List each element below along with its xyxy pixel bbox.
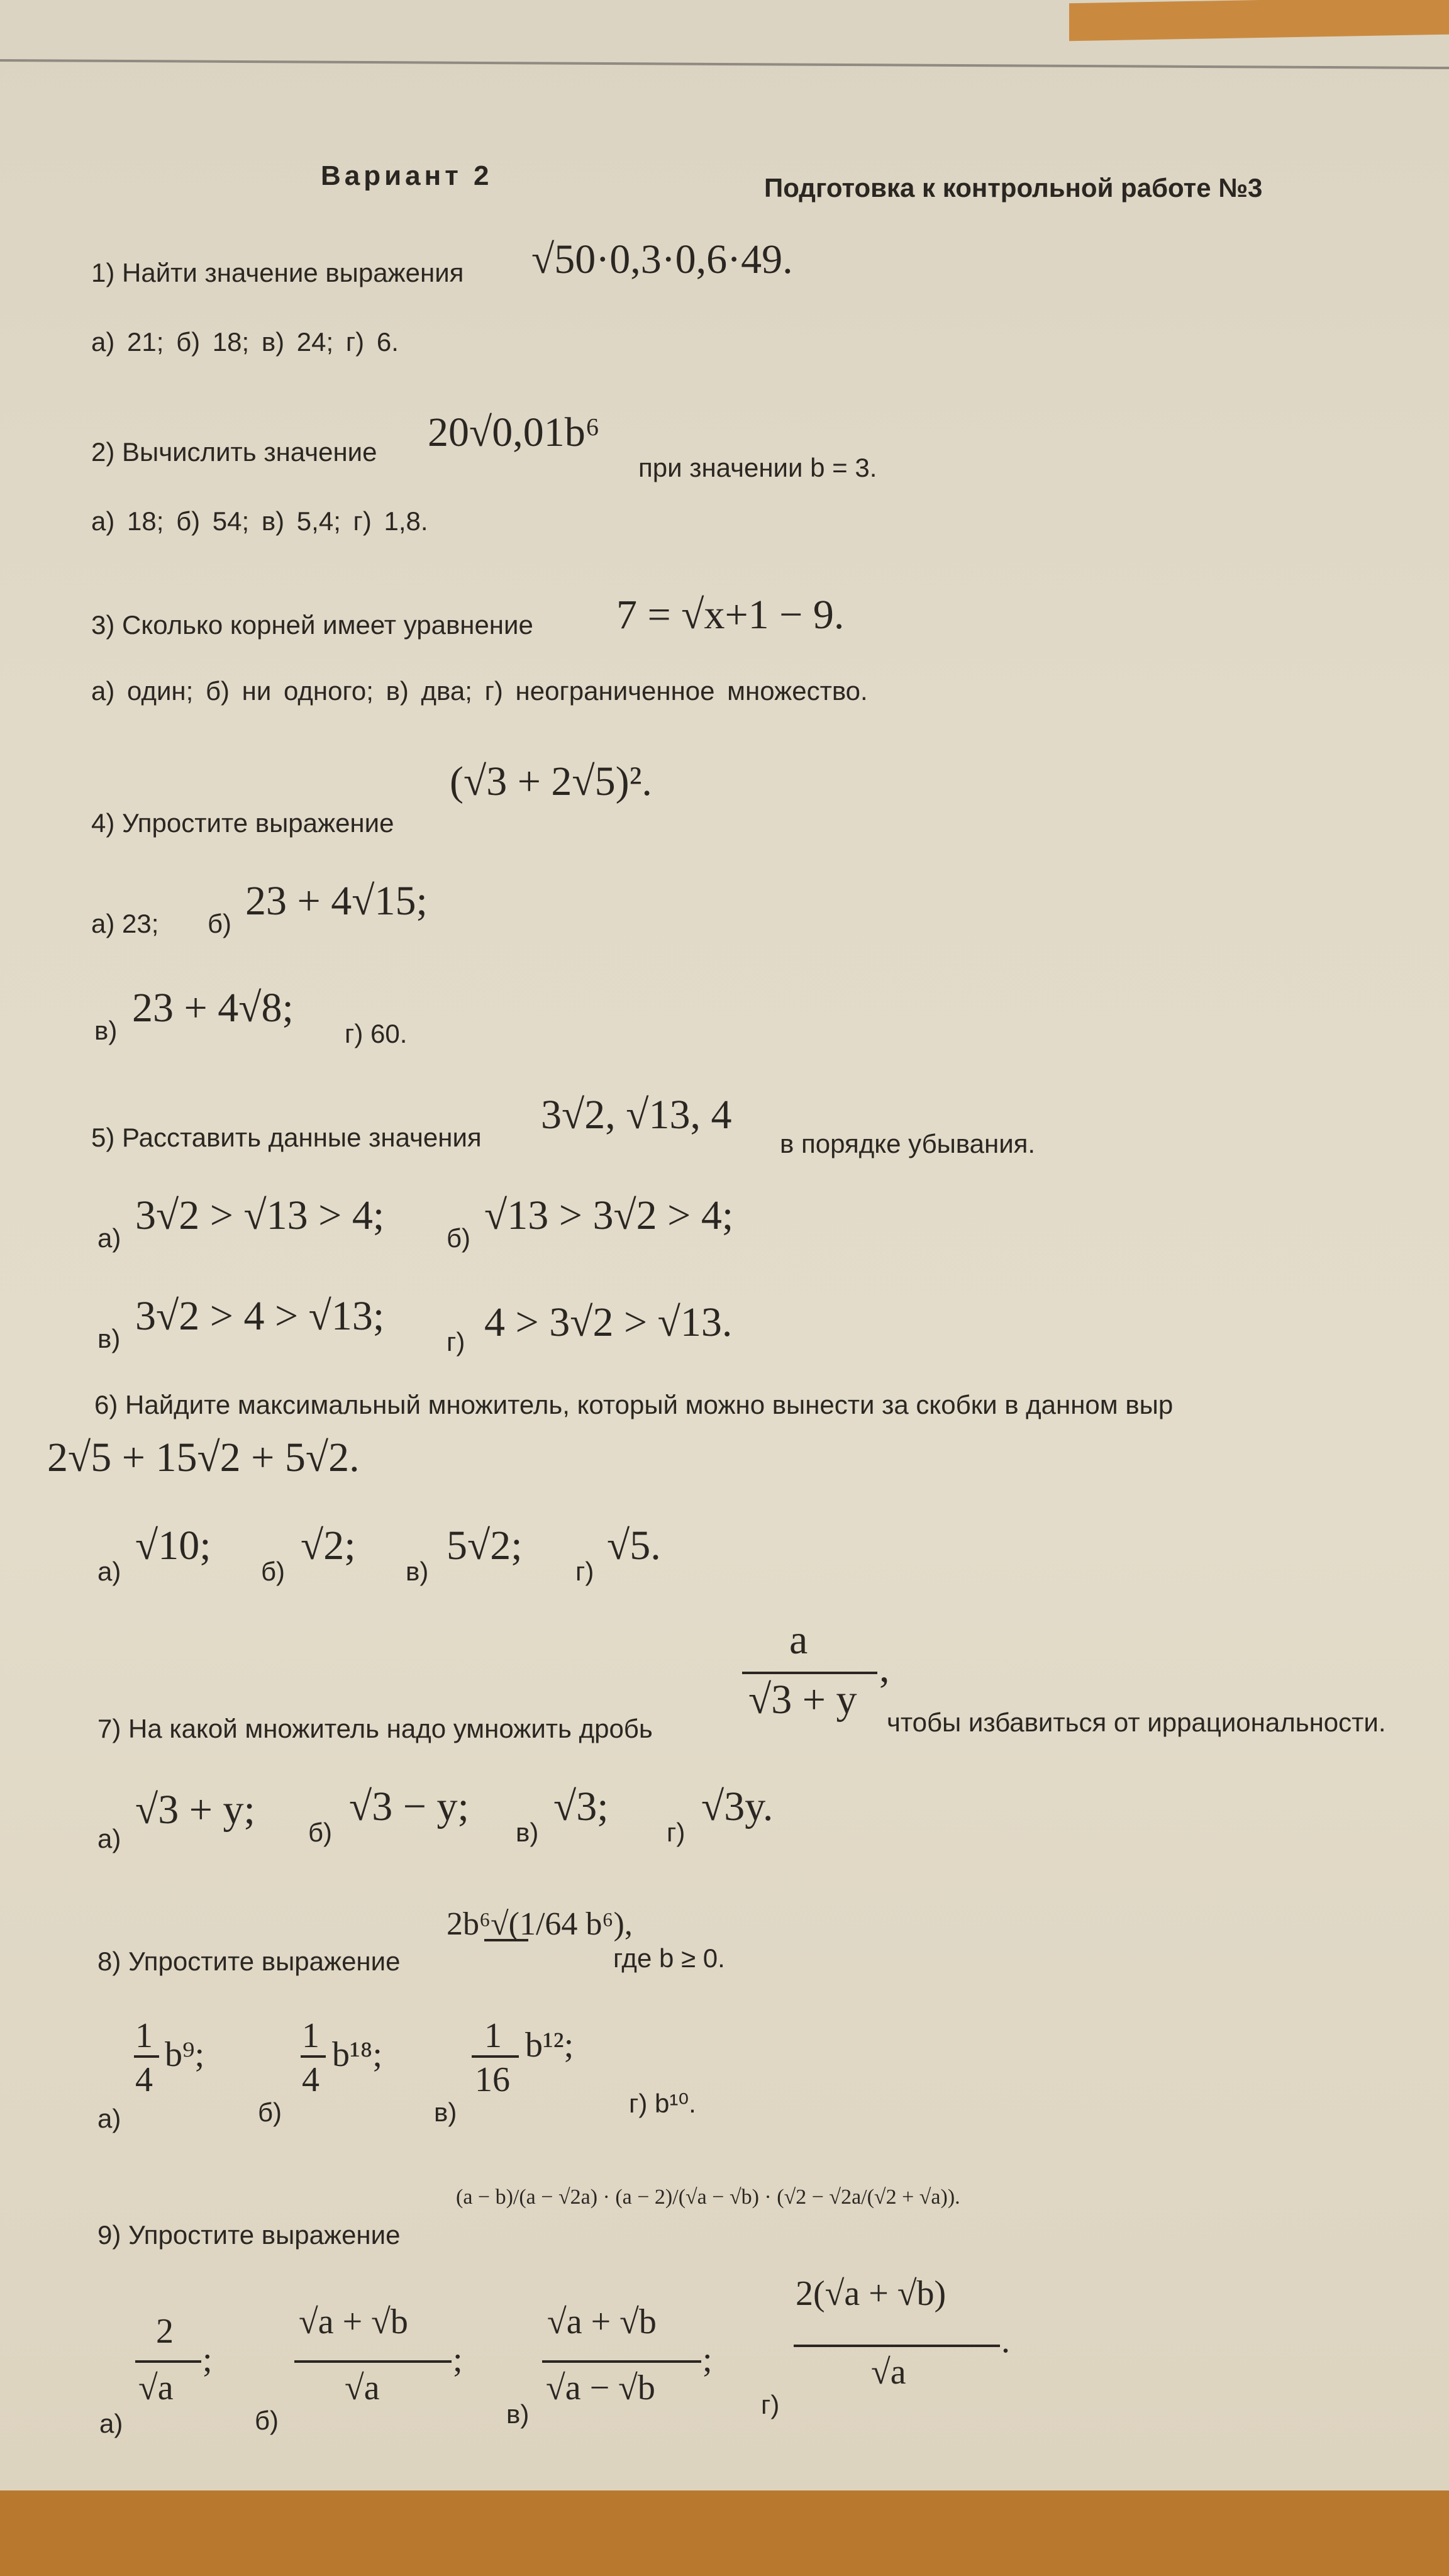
q8-option-b-denominator: 4 (302, 2060, 319, 2099)
q7-option-v: √3; (553, 1784, 609, 1829)
q8-option-v-denominator: 16 (475, 2060, 510, 2099)
q4-text: 4) Упростите выражение (91, 808, 394, 838)
q6-option-a: √10; (135, 1523, 211, 1568)
q6-option-b-label: б) (261, 1557, 286, 1586)
q9-text: 9) Упростите выражение (97, 2220, 401, 2250)
q4-option-v: 23 + 4√8; (132, 985, 294, 1031)
q9-option-b-denominator: √a (345, 2368, 380, 2407)
q9-option-v-denominator: √a − √b (546, 2368, 655, 2407)
q9-expression: (a − b)/(a − √2a) · (a − 2)/(√a − √b) · (√2 − √2a/(√2 + √a)). (456, 2185, 960, 2209)
q1-options: а) 21; б) 18; в) 24; г) 6. (91, 327, 399, 357)
q8-option-g: г) b¹⁰. (629, 2089, 696, 2118)
q4-option-b-label: б) (208, 909, 232, 938)
q2-options: а) 18; б) 54; в) 5,4; г) 1,8. (91, 506, 428, 536)
q9-option-a-tail: ; (203, 2340, 213, 2379)
q6-option-b: √2; (301, 1523, 356, 1568)
q8-expression: 2b⁶√(1/64 b⁶), (447, 1906, 633, 1942)
q9-option-a-numerator: 2 (156, 2312, 174, 2351)
q6-expression: 2√5 + 15√2 + 5√2. (47, 1435, 360, 1480)
q2-expression: 20√0,01b⁶ (428, 409, 600, 455)
q4-expression: (√3 + 2√5)². (450, 758, 652, 804)
q5-tail: в порядке убывания. (780, 1129, 1036, 1158)
q7-fraction-numerator: a (789, 1617, 808, 1663)
q9-option-b-tail: ; (453, 2340, 463, 2379)
q9-option-b-label: б) (255, 2406, 279, 2435)
q9-option-a-denominator: √a (138, 2368, 174, 2407)
q4-option-a: а) 23; (91, 909, 159, 938)
q9-option-g-denominator: √a (871, 2353, 906, 2392)
q8-option-v-numerator: 1 (484, 2016, 502, 2055)
q1-text: 1) Найти значение выражения (91, 258, 464, 287)
q8-text: 8) Упростите выражение (97, 1946, 401, 1976)
q7-option-g-label: г) (667, 1818, 686, 1847)
q5-text: 5) Расставить данные значения (91, 1123, 482, 1152)
q6-option-v-label: в) (406, 1557, 429, 1586)
q7-option-v-label: в) (516, 1818, 539, 1847)
q8-option-a-label: а) (97, 2104, 121, 2133)
q8-option-a-tail: b⁹; (165, 2035, 205, 2074)
q8-option-b-tail: b¹⁸; (332, 2035, 382, 2074)
q5-expression: 3√2, √13, 4 (541, 1092, 732, 1138)
q7-comma: , (879, 1645, 890, 1691)
q5-option-g-label: г) (447, 1327, 465, 1357)
q8-option-b-numerator: 1 (302, 2016, 319, 2055)
q7-option-a: √3 + y; (135, 1787, 255, 1833)
q9-option-b-numerator: √a + √b (299, 2302, 408, 2341)
q9-option-v-numerator: √a + √b (547, 2302, 657, 2341)
variant-title: Вариант 2 (321, 160, 493, 191)
q9-option-g-label: г) (761, 2390, 780, 2419)
q5-option-a: 3√2 > √13 > 4; (135, 1192, 385, 1238)
q7-tail: чтобы избавиться от иррациональности. (887, 1707, 1386, 1737)
q8-condition: где b ≥ 0. (613, 1943, 725, 1973)
q6-option-v: 5√2; (447, 1523, 523, 1568)
q7-option-a-label: а) (97, 1824, 121, 1853)
q1-expression: √50·0,3·0,6·49. (531, 236, 793, 282)
q9-option-v-label: в) (506, 2399, 530, 2429)
q6-text: 6) Найдите максимальный множитель, который можно вынести за скобки в данном выр (94, 1390, 1174, 1419)
q3-options: а) один; б) ни одного; в) два; г) неограниченное множество. (91, 676, 868, 706)
worksheet-title: Подготовка к контрольной работе №3 (764, 173, 1263, 203)
q8-option-v-tail: b¹²; (525, 2026, 574, 2065)
q8-option-b-label: б) (258, 2097, 282, 2127)
q4-option-v-label: в) (94, 1016, 118, 1045)
q5-option-a-label: а) (97, 1223, 121, 1253)
q8-option-a-numerator: 1 (135, 2016, 153, 2055)
q5-option-v-label: в) (97, 1324, 121, 1353)
q7-fraction-denominator: √3 + y (748, 1677, 857, 1723)
q3-text: 3) Сколько корней имеет уравнение (91, 610, 533, 640)
q9-option-v-tail: ; (702, 2340, 713, 2379)
q8-option-a-denominator: 4 (135, 2060, 153, 2099)
q9-option-a-label: а) (99, 2409, 123, 2438)
q6-option-g: √5. (607, 1523, 661, 1568)
q2-condition: при значении b = 3. (638, 453, 877, 482)
q9-option-g-tail: . (1001, 2321, 1010, 2360)
q9-option-g-numerator: 2(√a + √b) (796, 2274, 947, 2313)
q7-text: 7) На какой множитель надо умножить дробь (97, 1714, 653, 1743)
q7-option-b-label: б) (308, 1818, 333, 1847)
q2-text: 2) Вычислить значение (91, 437, 377, 467)
q7-option-b: √3 − y; (349, 1784, 469, 1829)
q5-option-v: 3√2 > 4 > √13; (135, 1293, 385, 1339)
q5-option-g: 4 > 3√2 > √13. (484, 1299, 733, 1345)
q8-option-v-label: в) (434, 2097, 457, 2127)
q6-option-g-label: г) (575, 1557, 594, 1586)
q4-option-g: г) 60. (345, 1019, 408, 1048)
q6-option-a-label: а) (97, 1557, 121, 1586)
q5-option-b-label: б) (447, 1223, 471, 1253)
q4-option-b: 23 + 4√15; (245, 878, 428, 924)
q5-option-b: √13 > 3√2 > 4; (484, 1192, 734, 1238)
q3-expression: 7 = √x+1 − 9. (616, 592, 845, 638)
q7-option-g: √3y. (701, 1784, 774, 1829)
